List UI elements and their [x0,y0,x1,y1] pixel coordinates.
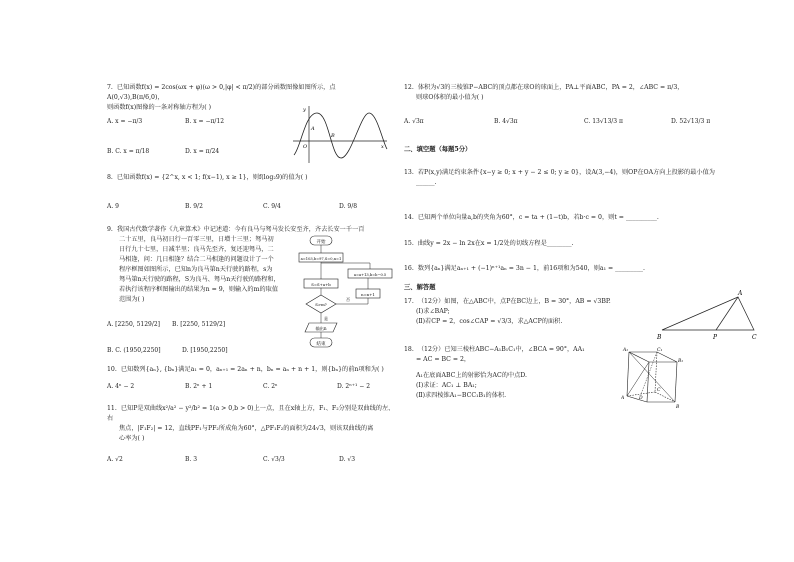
flow-condition-label: S>m? [315,302,327,307]
question-text: （12分）已知三棱柱ABC−A₁B₁C₁中，∠BCA = 90°，AA₁ [417,346,585,353]
point-a1-label: A₁ [623,348,629,353]
point-b-label: B [331,133,335,139]
option-b: B. 3 [185,456,198,463]
option-d: D. [1950,2250] [182,347,228,354]
option-d: D. x = π/24 [185,148,220,155]
triangular-prism-figure [621,344,687,410]
triangle-abc [662,297,754,330]
question-11 [107,404,395,444]
section-fill-in-blank: 二、填空题（每题5分） [404,146,472,153]
question-number: 15. [404,240,414,247]
option-a: A. √2 [107,456,123,463]
option-c: B. C. x = π/18 [107,148,150,155]
flow-no-label: 否 [346,297,350,302]
option-b: B. 2ⁿ + 1 [185,383,213,390]
question-12 [404,83,724,103]
flow-end-label: 结束 [316,342,326,347]
option-b: B. [2250, 5129/2] [172,321,226,328]
question-text: 已知函数f(x) = {2^x, x < 1; f(x−1), x ≥ 1}，则f(log₂9)的值为( ) [116,174,308,181]
question-text: 已知函数f(x) = 2cos(ωx + φ)(ω > 0,|φ| < π/2)的部分函数图像如图所示，点A(0,√3),B(π/6,0)， [107,84,336,101]
flow-yes-label: 是 [324,316,328,321]
question-text: 则函数f(x)图像的一条对称轴方程为( ) [107,104,212,111]
question-15 [404,239,724,249]
flow-inc-label: n=n+1 [361,292,375,297]
cosine-graph [291,103,391,165]
point-b-label: B [657,334,662,341]
question-text: 若执行该程序框图输出的结果为n = 9，则输入的m的取值 [119,286,279,293]
question-8 [107,173,387,183]
question-text: 焦点，|F₁F₂| = 12，直线PF₁与PF₂所成角为60°，△PF₁F₂的面积为24√3，则该双曲线的离 [119,425,374,432]
question-text: 马相逢，问：几日相逢？结合二马相逢的问题设计了一个 [119,256,274,263]
question-text: 日行九十七里，日减半里；良马先至齐，复还迎驽马，二 [119,246,274,253]
section-solutions: 三、解答题 [404,284,436,291]
x-axis-label: x [381,144,384,150]
origin-label: O [303,144,308,150]
option-d: D. √3 [339,456,356,463]
question-13 [404,168,724,188]
question-16 [404,264,724,274]
question-text: 程序框图如图所示，已知n为良马第n天行驶的路程，s为 [119,266,273,273]
option-c: C. √3/3 [263,456,285,463]
prism-top-face [629,352,677,362]
question-10 [107,365,395,375]
question-text: 体积为√3的三棱锥P−ABC的顶点都在球O的球面上，PA⊥平面ABC，PA = 2，∠ABC = π/3， [417,84,684,91]
question-text: 驽马第n天行驶的路程，S为良马、驽马n天行驶的路程和， [119,276,280,283]
option-d: D. 9/8 [339,203,358,210]
question-text: 已知P是双曲线x²/a² − y²/b² = 1(a > 0,b > 0)上一点，且在x轴上方，F₁、F₂分别是双曲线的左、右 [107,405,395,422]
option-b: B. 9/2 [185,203,203,210]
question-number: 16. [404,265,414,272]
question-text: 我国古代数学著作《九章算术》中记述道：今有良马与驽马发长安至齐，齐去长安一千一百 [116,226,365,233]
question-text: 已知两个单位向量a,b的夹角为60°，c = ta + (1−t)b，若b·c = 0，则t = __________. [417,214,659,221]
question-number: 10. [107,366,117,373]
question-text: ______. [416,179,437,186]
point-c-label: C [657,388,661,393]
question-text: (Ⅱ)若CP = 2，cos∠CAP = √3/3，求△ACP的面积. [416,318,563,325]
question-text: 心率为( ) [119,435,145,442]
question-18 [404,345,634,401]
question-number: 9. [107,226,113,233]
question-text: 则球O体积的最小值为( ) [416,94,484,101]
point-d-label: D [639,396,643,401]
question-text: 数列{aₙ}满足aₙ₊₁ + (−1)ⁿ⁺¹aₙ = 3n − 1，前16项和为540，则a₁ = _________. [417,265,645,272]
question-text: 已知数列{aₙ}, {bₙ}满足a₁ = 0，aₙ₊₁ = 2aₙ + n，bₙ = aₙ + n + 1，则{bₙ}的前n项和为( ) [120,366,384,373]
question-number: 14. [404,214,414,221]
point-a-label: A [738,290,743,297]
question-number: 13. [404,169,414,176]
point-c-label: C [752,334,757,341]
option-b: B. x = −π/12 [185,118,225,125]
option-b: B. 4√3π [494,118,518,125]
question-number: 12. [404,84,414,91]
point-a-label: A [621,396,625,401]
program-flowchart [296,233,396,351]
right-column [397,0,794,562]
flow-update-label: a=a+13,b=b−0.5 [353,273,387,277]
question-text: 曲线y = 2x − ln 2x在x = 1/2处的切线方程是________. [417,240,574,247]
question-number: 18. [404,346,414,353]
option-a: A. 4ⁿ − 2 [107,383,135,390]
option-c: C. 2ⁿ [263,383,278,390]
question-text: (Ⅰ)求∠BAP; [416,308,450,315]
flow-init-label: a=103,b=97,S=0,n=1 [300,257,342,261]
question-number: 8. [107,174,113,181]
question-17 [404,297,664,327]
option-a: A. 9 [107,203,119,210]
flow-sum-label: S=S+a+b [311,282,331,287]
question-text: (Ⅰ)求证：AC₁ ⊥ BA₁; [416,382,477,389]
question-number: 17. [404,298,414,305]
point-p-label: P [713,334,718,341]
cosine-curve [294,113,387,158]
question-14 [404,213,724,223]
option-c: C. 9/4 [263,203,281,210]
option-d: D. 52√13/3 π [671,118,711,125]
option-c: C. 13√13/3 π [584,118,623,125]
flow-start-label: 开始 [316,240,326,245]
question-text: A₁在底面ABC上的射影恰为AC的中点D. [416,372,527,379]
point-b1-label: B₁ [678,359,684,364]
question-text: (Ⅱ)求四棱锥A₁−BCC₁B₁的体积. [416,392,507,399]
triangle-abc-figure [654,289,764,341]
point-b-label: B [676,405,680,410]
point-a-label: A [311,126,315,132]
option-d: D. 2ⁿ⁺¹ − 2 [337,383,371,390]
question-text: 若P(x,y)满足约束条件{x−y ≥ 0; x + y − 2 ≤ 0; y ≥ 0}，设A(3,−4)，则OP在OA方向上投影的最小值为 [417,169,715,176]
question-number: 11. [107,405,117,412]
question-text: 范围为( ) [119,296,145,303]
flow-output-label: 输出n [315,326,327,331]
question-text: （12分）如图，在△ABC中，点P在BC边上，B = 30°，AB = √3BP. [417,298,611,305]
option-a: A. x = −π/3 [107,118,143,125]
point-c1-label: C₁ [657,348,663,353]
option-c: B. C. (1950,2250] [107,347,161,354]
option-a: A. [2250, 5129/2] [107,321,161,328]
question-number: 7. [107,84,113,91]
option-a: A. √3π [404,118,424,125]
question-text: = AC = BC = 2， [416,356,471,363]
y-axis-label: y [303,107,306,113]
question-text: 二十五里，良马初日行一百零三里，日增十三里；驽马初 [119,236,274,243]
